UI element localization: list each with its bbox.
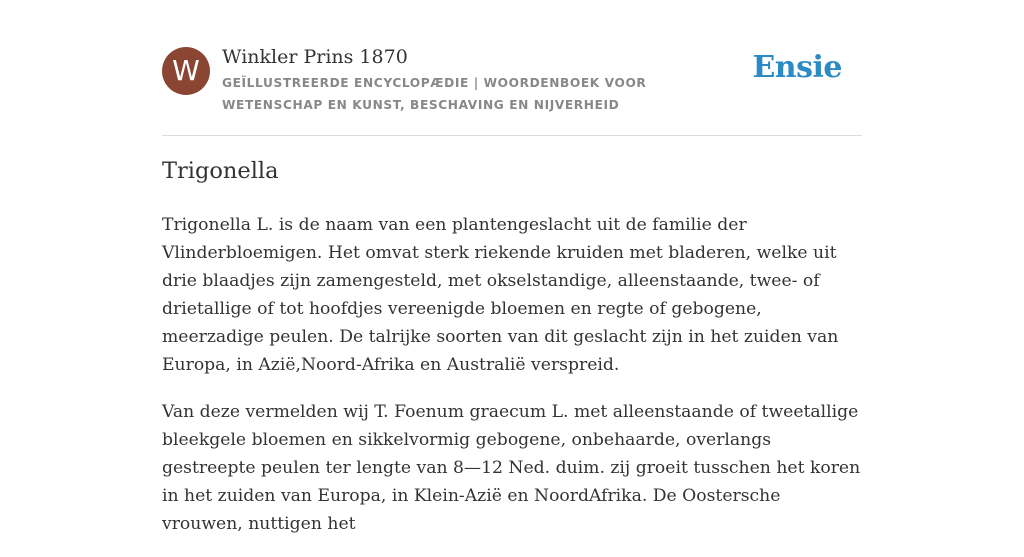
article-paragraph: Van deze vermelden wij T. Foenum graecum L. met alleenstaande of tweetallige bleekgele bloemen en sikkelvormig gebogene, onbehaarde, overlangs gestreepte peulen ter lengte van 8—12 Ned. duim. zij groeit tusschen het koren in het zuiden van Europa, in Klein-Azië en NoordAfrika. De Oostersche vrouwen, nuttigen het: [162, 402, 861, 534]
article-body: [162, 211, 866, 557]
source-subtitle: GEÏLLUSTREERDE ENCYCLOPÆDIE | WOORDENBOEK VOOR WETENSCHAP EN KUNST, BESCHAVING EN NIJVERHEID: [222, 76, 647, 112]
header: [162, 44, 862, 136]
article-paragraph: Trigonella L. is de naam van een plantengeslacht uit de familie der Vlinderbloemigen. Het omvat sterk riekende kruiden met bladeren, welke uit drie blaadjes zijn zamengesteld, met okselstandige, alleenstaande, twee- of drietallige of tot hoofdjes vereenigde bloemen en regte of gebogene, meerzadige peulen. De talrijke soorten van dit geslacht zijn in het zuiden van Europa, in Azië,Noord-Afrika en Australië verspreid.: [162, 215, 839, 375]
ensie-logo[interactable]: Ensie: [752, 50, 842, 85]
article-title: Trigonella: [162, 158, 279, 184]
source-avatar[interactable]: W: [162, 47, 210, 95]
source-title[interactable]: Winkler Prins 1870: [222, 46, 408, 68]
